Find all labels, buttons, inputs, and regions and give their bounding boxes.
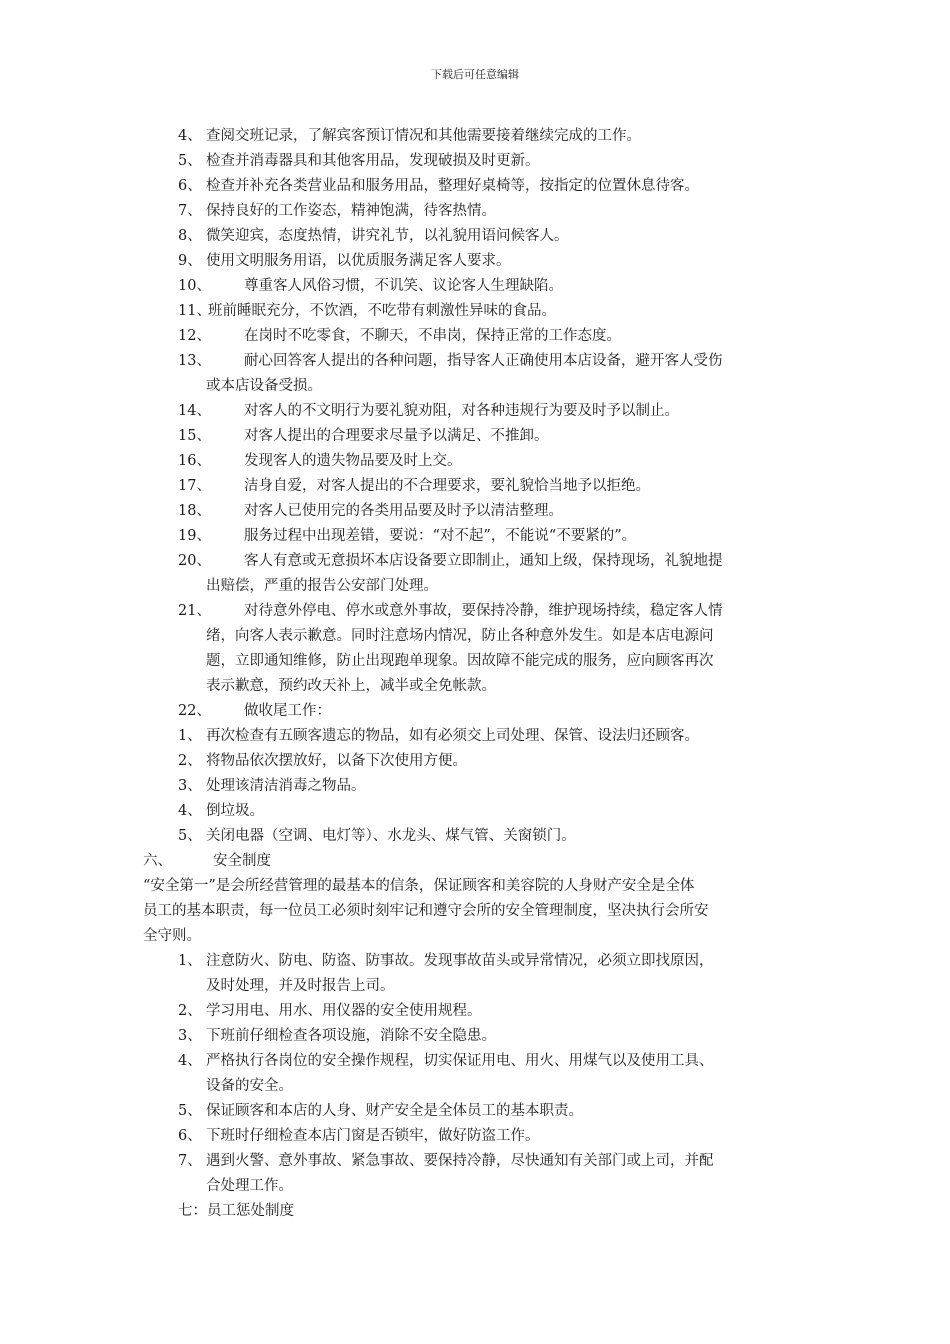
item-text: 对待意外停电、停水或意外事故，要保持冷静，维护现场持续，稳定客人情 [244,603,723,619]
safety-rule [0,1124,950,1149]
list-item-continuation [0,374,950,399]
rule-number: 4、 [178,1053,202,1069]
list-item-continuation [0,624,950,649]
section-heading [0,1199,950,1224]
step-text: 关闭电器（空调、电灯等）、水龙头、煤气管、关窗锁门。 [206,828,576,844]
item-text: 检查并补充各类营业品和服务用品，整理好桌椅等，按指定的位置休息待客。 [206,178,699,194]
safety-rule-continuation [0,1174,950,1199]
item-number: 9、 [178,253,202,269]
list-item [0,249,950,274]
list-item [0,449,950,474]
section-number: 六、 [143,853,172,869]
item-number: 14、 [178,403,211,419]
item-text: 耐心回答客人提出的各种问题，指导客人正确使用本店设备，避开客人受伤 [244,353,723,369]
safety-rule-continuation [0,1074,950,1099]
rule-number: 5、 [178,1103,202,1119]
item-number: 11、 [178,303,211,319]
list-item-continuation [0,674,950,699]
item-number: 6、 [178,178,202,194]
step-number: 4、 [178,803,202,819]
item-text: 客人有意或无意损坏本店设备要立即制止，通知上级，保持现场，礼貌地提 [244,553,723,569]
rule-text: 遇到火警、意外事故、紧急事故、要保持冷静，尽快通知有关部门或上司，并配 [206,1153,714,1169]
safety-rule [0,949,950,974]
item-number: 17、 [178,478,211,494]
step-number: 2、 [178,753,202,769]
safety-rule [0,1024,950,1049]
item-number: 7、 [178,203,202,219]
rule-text-continued: 设备的安全。 [206,1078,293,1094]
safety-rule [0,1049,950,1074]
item-text: 发现客人的遗失物品要及时上交。 [244,453,462,469]
safety-rule [0,1149,950,1174]
step-text: 再次检查有五顾客遗忘的物品，如有必须交上司处理、保管、设法归还顾客。 [206,728,699,744]
intro-paragraph-line [0,874,950,899]
rule-number: 2、 [178,1003,202,1019]
closing-step [0,824,950,849]
list-item [0,499,950,524]
item-text: 服务过程中出现差错，要说：“对不起”，不能说“不要紧的”。 [244,528,637,544]
item-text: 查阅交班记录，了解宾客预订情况和其他需要接着继续完成的工作。 [206,128,641,144]
item-number: 16、 [178,453,211,469]
step-number: 5、 [178,828,202,844]
section-heading [0,849,950,874]
item-text: 班前睡眠充分，不饮酒，不吃带有刺激性异味的食品。 [208,303,556,319]
item-number: 8、 [178,228,202,244]
section-title: 安全制度 [213,853,271,869]
item-number: 21、 [178,603,211,619]
item-text-continued: 出赔偿，严重的报告公安部门处理。 [206,578,438,594]
safety-rule [0,1099,950,1124]
rule-text: 学习用电、用水、用仪器的安全使用规程。 [206,1003,482,1019]
safety-rule [0,999,950,1024]
list-item [0,424,950,449]
paragraph-text: “安全第一”是会所经营管理的最基本的信条，保证顾客和美容院的人身财产安全是全体 [143,878,695,894]
item-text: 洁身自爱，对客人提出的不合理要求，要礼貌恰当地予以拒绝。 [244,478,650,494]
item-text-continued: 题，立即通知维修，防止出现跑单现象。因故障不能完成的服务，应向顾客再次 [206,653,714,669]
item-number: 22、 [178,703,211,719]
item-text: 做收尾工作： [244,703,331,719]
list-item [0,124,950,149]
section-title: 七：员工惩处制度 [178,1203,294,1219]
list-item-continuation [0,649,950,674]
item-number: 4、 [178,128,202,144]
closing-step [0,749,950,774]
list-item [0,349,950,374]
intro-paragraph-line [0,924,950,949]
rule-number: 3、 [178,1028,202,1044]
rule-text: 下班时仔细检查本店门窗是否锁牢，做好防盗工作。 [206,1128,540,1144]
item-text-continued: 或本店设备受损。 [206,378,322,394]
item-text: 微笑迎宾，态度热情，讲究礼节，以礼貌用语问候客人。 [206,228,569,244]
item-number: 20、 [178,553,211,569]
list-item [0,399,950,424]
list-item [0,699,950,724]
list-item [0,149,950,174]
paragraph-text: 全守则。 [143,928,201,944]
list-item [0,224,950,249]
list-item [0,474,950,499]
item-number: 10、 [178,278,211,294]
rule-text: 注意防火、防电、防盗、防事故。发现事故苗头或异常情况，必须立即找原因， [206,953,714,969]
item-text: 保持良好的工作姿态，精神饱满，待客热情。 [206,203,496,219]
item-number: 18、 [178,503,211,519]
list-item [0,549,950,574]
list-item [0,599,950,624]
item-text: 在岗时不吃零食，不聊天，不串岗，保持正常的工作态度。 [244,328,621,344]
closing-step [0,774,950,799]
rule-number: 1、 [178,953,202,969]
rule-text: 下班前仔细检查各项设施，消除不安全隐患。 [206,1028,496,1044]
list-item [0,174,950,199]
rule-text: 保证顾客和本店的人身、财产安全是全体员工的基本职责。 [206,1103,583,1119]
rule-text: 严格执行各岗位的安全操作规程，切实保证用电、用火、用煤气以及使用工具、 [206,1053,714,1069]
intro-paragraph-line [0,899,950,924]
item-number: 15、 [178,428,211,444]
item-text: 使用文明服务用语，以优质服务满足客人要求。 [206,253,511,269]
step-text: 将物品依次摆放好，以备下次使用方便。 [206,753,467,769]
rule-number: 6、 [178,1128,202,1144]
paragraph-text: 员工的基本职责，每一位员工必须时刻牢记和遵守会所的安全管理制度，坚决执行会所安 [143,903,709,919]
item-number: 5、 [178,153,202,169]
item-number: 12、 [178,328,211,344]
list-item-continuation [0,574,950,599]
safety-rule-continuation [0,974,950,999]
closing-step [0,799,950,824]
list-item [0,324,950,349]
item-number: 19、 [178,528,211,544]
item-text-continued: 表示歉意，预约改天补上，减半或全免帐款。 [206,678,496,694]
closing-step [0,724,950,749]
item-text-continued: 绪，向客人表示歉意。同时注意场内情况，防止各种意外发生。如是本店电源问 [206,628,714,644]
list-item [0,299,950,324]
list-item [0,524,950,549]
list-item [0,274,950,299]
document-body [0,124,950,1224]
item-text: 尊重客人风俗习惯，不讥笑、议论客人生理缺陷。 [244,278,563,294]
rule-text-continued: 合处理工作。 [206,1178,293,1194]
page-header: 下载后可任意编辑 [431,68,519,81]
step-text: 倒垃圾。 [206,803,264,819]
list-item [0,199,950,224]
item-text: 对客人的不文明行为要礼貌劝阻，对各种违规行为要及时予以制止。 [244,403,679,419]
item-text: 对客人已使用完的各类用品要及时予以清洁整理。 [244,503,563,519]
step-number: 3、 [178,778,202,794]
step-number: 1、 [178,728,202,744]
item-text: 对客人提出的合理要求尽量予以满足、不推卸。 [244,428,549,444]
rule-number: 7、 [178,1153,202,1169]
item-text: 检查并消毒器具和其他客用品，发现破损及时更新。 [206,153,540,169]
step-text: 处理该清洁消毒之物品。 [206,778,366,794]
rule-text-continued: 及时处理，并及时报告上司。 [206,978,395,994]
item-number: 13、 [178,353,211,369]
